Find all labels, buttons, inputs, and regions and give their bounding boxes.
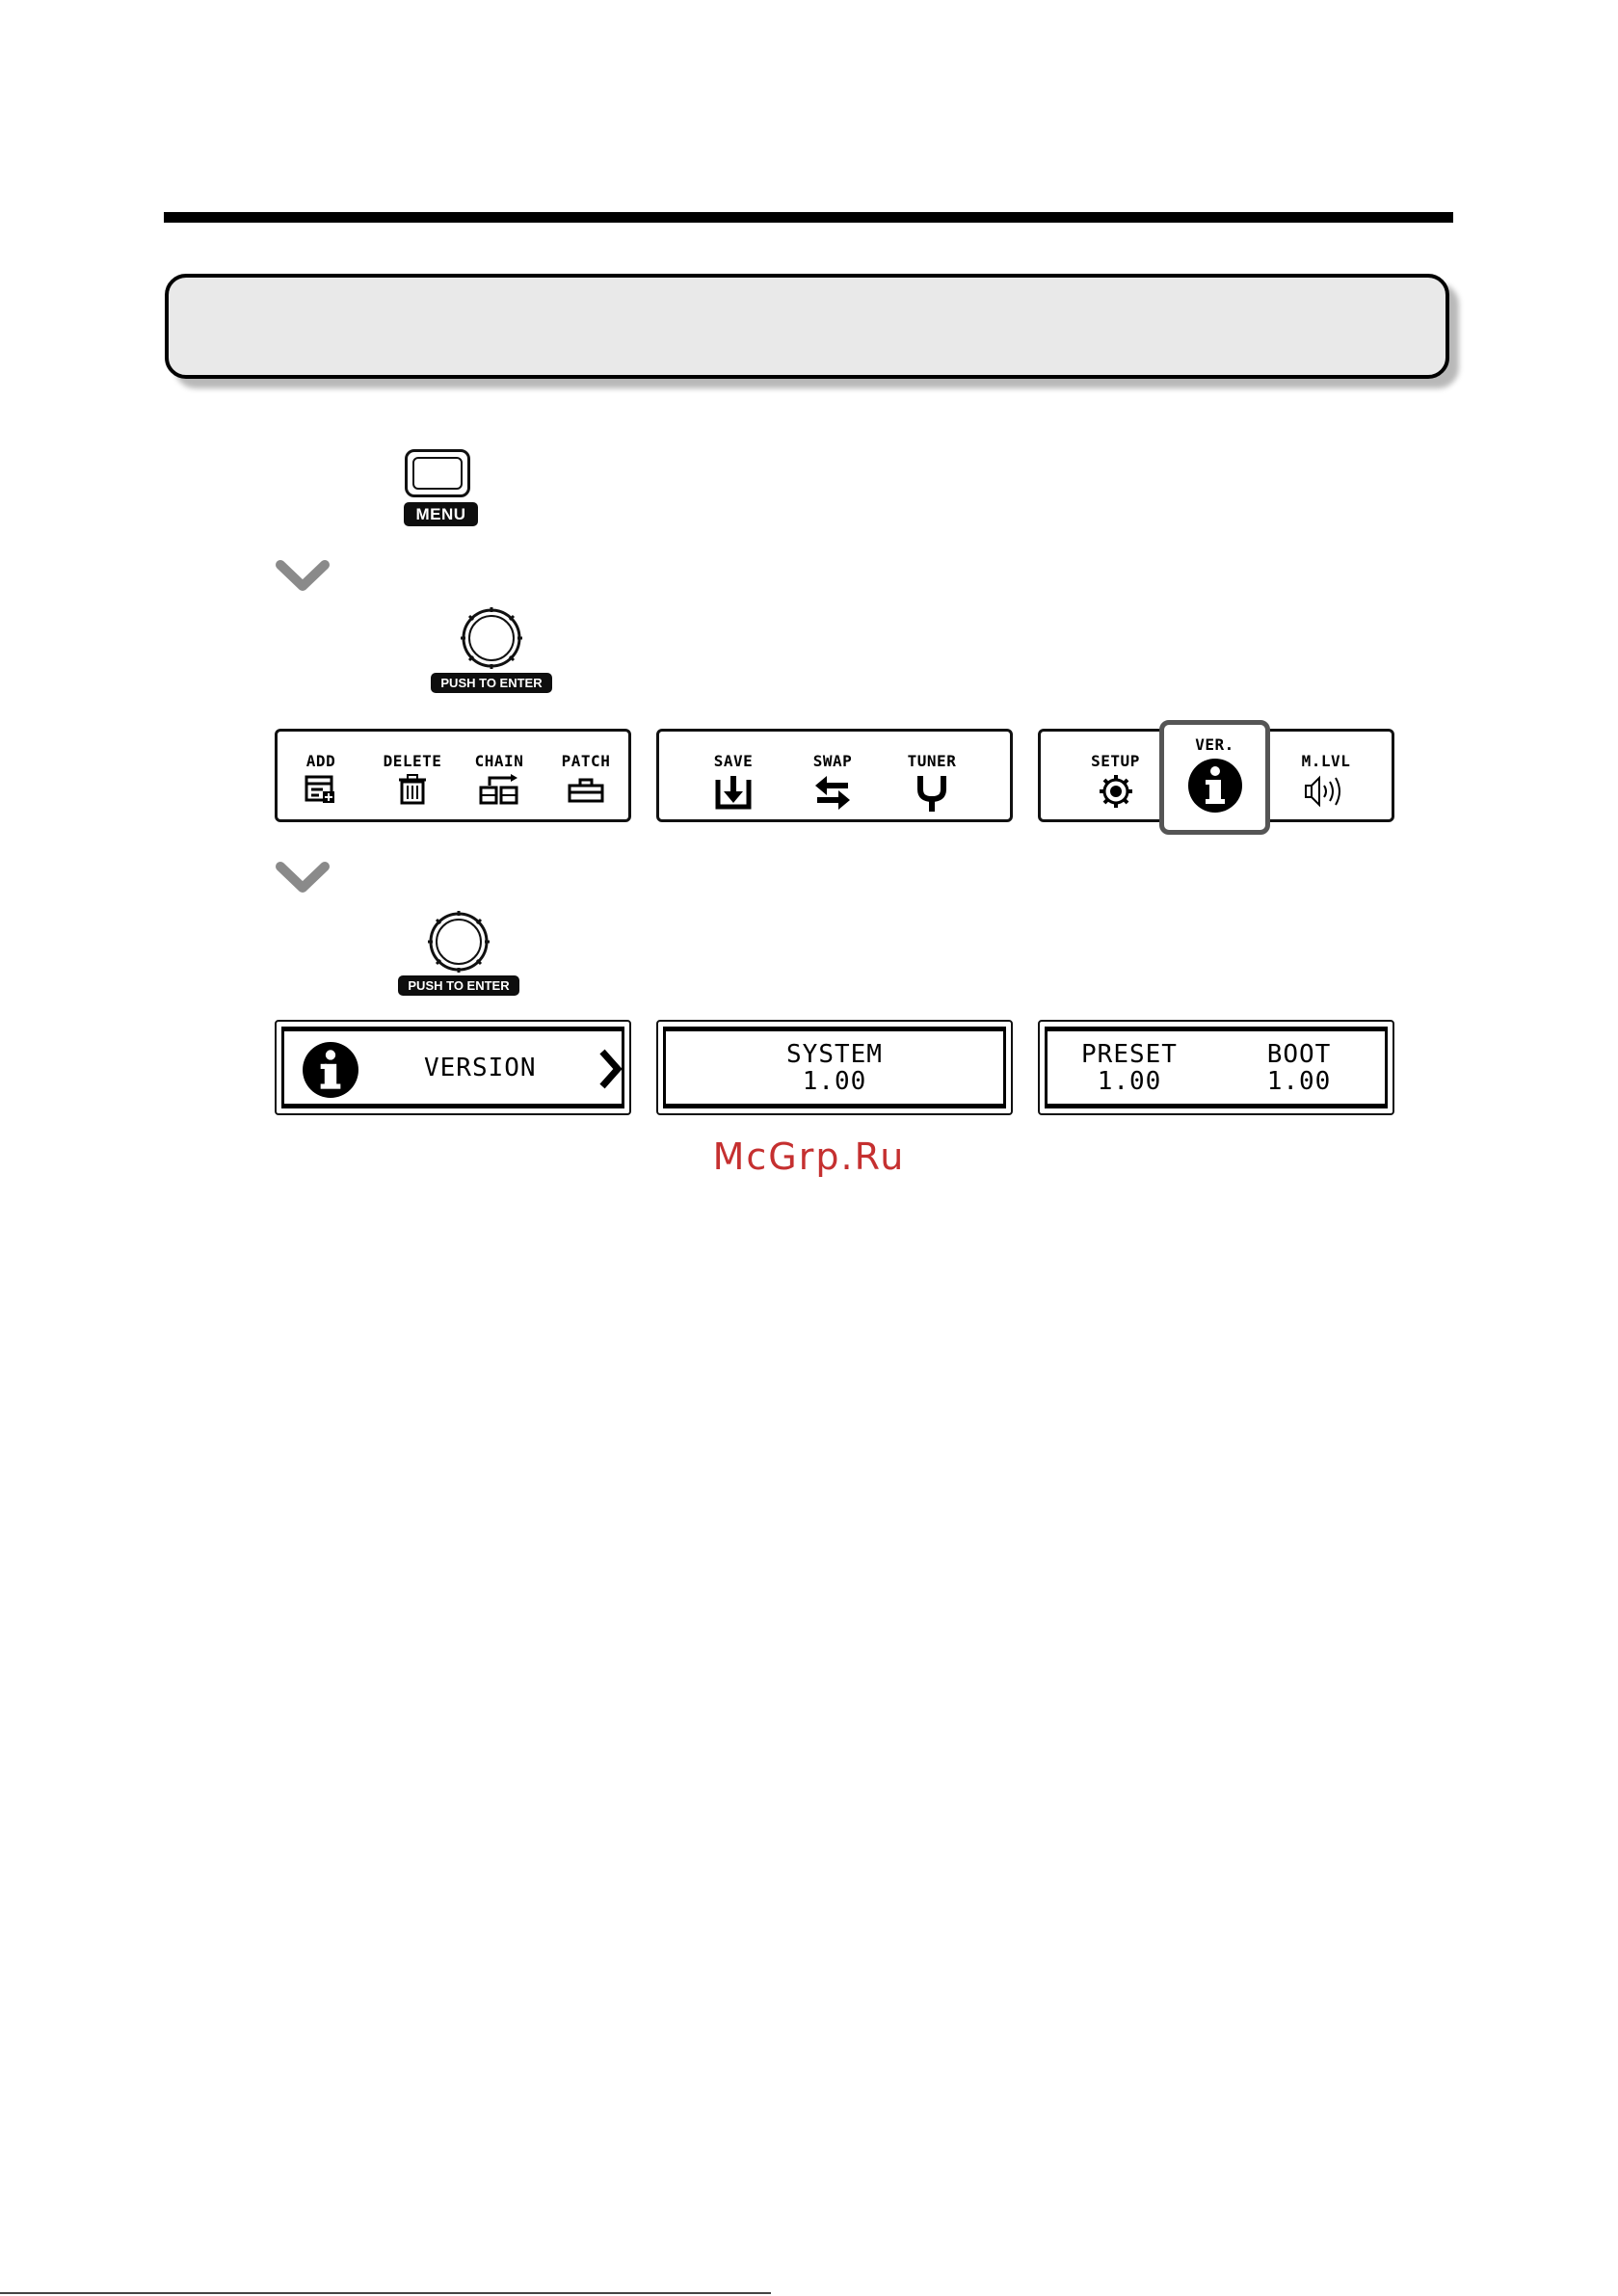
patch-icon bbox=[567, 774, 605, 805]
menu-item-label: SAVE bbox=[713, 752, 754, 770]
menu-item-label: M.LVL bbox=[1301, 752, 1351, 770]
menu-item-swap[interactable] bbox=[799, 753, 866, 811]
trash-icon bbox=[395, 774, 430, 805]
info-icon bbox=[302, 1041, 359, 1099]
swap-icon bbox=[811, 774, 854, 811]
chevron-right-icon bbox=[598, 1048, 623, 1090]
menu-item-label: CHAIN bbox=[474, 752, 524, 770]
menu-item-label: VER. bbox=[1195, 735, 1234, 754]
section-rule bbox=[164, 212, 1453, 223]
title-box bbox=[165, 274, 1449, 379]
push-to-enter-label: PUSH TO ENTER bbox=[431, 673, 552, 693]
info-icon bbox=[1187, 758, 1243, 814]
version-screen-system bbox=[656, 1020, 1013, 1115]
watermark: McGrp.Ru bbox=[712, 1135, 906, 1178]
tuner-fork-icon bbox=[915, 774, 949, 813]
menu-item-delete[interactable] bbox=[374, 753, 451, 805]
dial-knob-icon bbox=[427, 910, 491, 974]
version-label: VERSION bbox=[424, 1054, 537, 1082]
version-screen-preset-boot bbox=[1038, 1020, 1394, 1115]
menu-item-label: SETUP bbox=[1091, 752, 1140, 770]
chevron-down-icon bbox=[275, 861, 331, 895]
preset-label: PRESET bbox=[1081, 1040, 1178, 1069]
menu-key-label: MENU bbox=[404, 502, 478, 526]
speaker-icon bbox=[1303, 774, 1349, 809]
push-to-enter-label: PUSH TO ENTER bbox=[398, 975, 519, 996]
chain-icon bbox=[478, 774, 520, 805]
menu-item-label: DELETE bbox=[383, 752, 442, 770]
system-version-value: 1.00 bbox=[802, 1067, 867, 1096]
menu-item-version-selected[interactable] bbox=[1159, 720, 1270, 835]
preset-version-value: 1.00 bbox=[1097, 1067, 1162, 1096]
menu-item-label: SWAP bbox=[812, 752, 853, 770]
save-icon bbox=[714, 774, 753, 811]
boot-label: BOOT bbox=[1266, 1040, 1332, 1069]
menu-item-chain[interactable] bbox=[465, 753, 533, 805]
chevron-down-icon bbox=[275, 559, 331, 594]
boot-version-value: 1.00 bbox=[1266, 1067, 1332, 1096]
menu-item-add[interactable] bbox=[297, 753, 345, 805]
menu-item-patch[interactable] bbox=[552, 753, 620, 805]
add-icon bbox=[304, 774, 338, 805]
menu-item-label: TUNER bbox=[907, 752, 957, 770]
menu-screen-2 bbox=[656, 729, 1013, 822]
menu-item-setup[interactable] bbox=[1079, 753, 1152, 809]
menu-item-tuner[interactable] bbox=[898, 753, 966, 813]
menu-key-icon bbox=[405, 449, 470, 497]
menu-item-mlvl[interactable] bbox=[1287, 753, 1365, 809]
menu-item-save[interactable] bbox=[700, 753, 767, 811]
dial-knob-icon bbox=[460, 606, 523, 670]
menu-item-label: ADD bbox=[305, 752, 336, 770]
menu-item-label: PATCH bbox=[561, 752, 611, 770]
footer-rule bbox=[0, 2292, 771, 2294]
menu-screen-1 bbox=[275, 729, 631, 822]
gear-icon bbox=[1097, 774, 1135, 809]
system-label: SYSTEM bbox=[786, 1040, 883, 1069]
version-screen-1 bbox=[275, 1020, 631, 1115]
